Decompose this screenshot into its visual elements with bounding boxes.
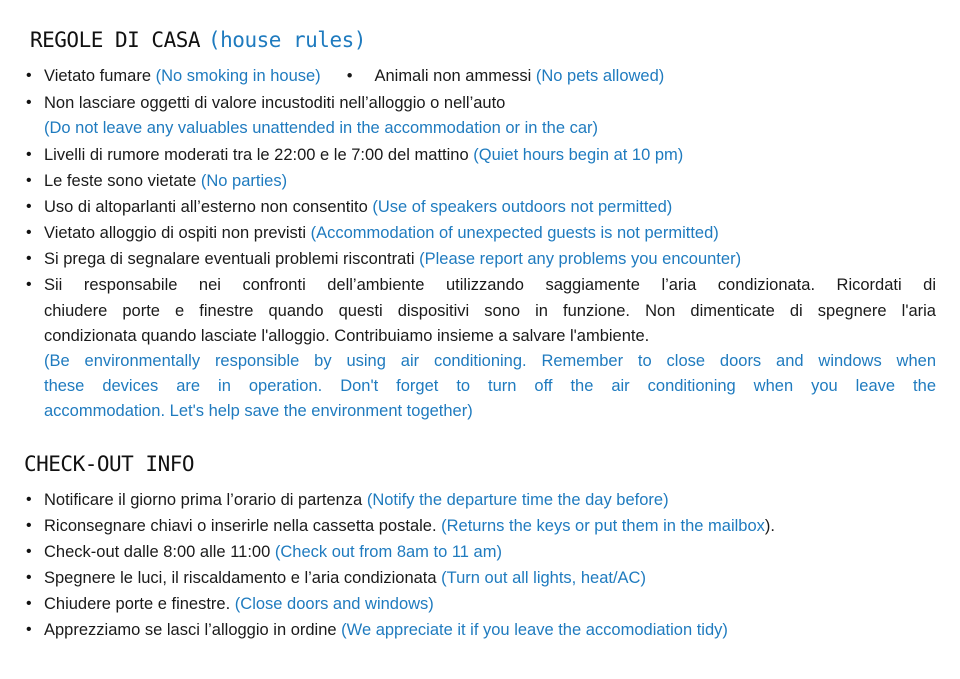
checkout-text-it: Apprezziamo se lasci l’alloggio in ordine	[44, 621, 337, 639]
rule-text-en: (Please report any problems you encounter)	[419, 250, 742, 268]
rule-text-it: Si prega di segnalare eventuali problemi riscontrati	[44, 250, 415, 268]
house-rules-heading	[30, 28, 366, 52]
rule-item-speakers	[44, 197, 672, 217]
checkout-item	[44, 542, 502, 562]
inline-bullet-icon: •	[346, 67, 353, 85]
rule-item-valuables-en: (Do not leave any valuables unattended in the accommodation or in the car)	[44, 119, 598, 137]
checkout-item	[44, 490, 669, 510]
rule-item-environment-it-3: condizionata quando lasciate l'alloggio. Contribuiamo insieme a salvare l'ambiente.	[44, 327, 650, 345]
rule-item-quiet-hours	[44, 145, 683, 165]
rule-text-en: (Use of speakers outdoors not permitted)	[372, 198, 673, 216]
rule-text-it: Non lasciare oggetti di valore incustoditi nell’alloggio o nell’auto	[44, 94, 506, 112]
rule-item-parties	[44, 171, 287, 191]
house-rules-title-en: (house rules)	[208, 28, 366, 52]
rule-item-environment-it-1: • Sii responsabile nei confronti dell’ambiente utilizzando saggiamente l’aria condizionata. Ricordati di	[44, 275, 936, 295]
rule-text-en: (No parties)	[200, 172, 288, 190]
rule-item-valuables	[44, 93, 505, 113]
checkout-heading: CHECK-OUT INFO	[24, 452, 195, 476]
checkout-text-it: Check-out dalle 8:00 alle 11:00	[44, 543, 271, 561]
checkout-text-it: Notificare il giorno prima l’orario di partenza	[44, 491, 363, 509]
checkout-text-en: (Check out from 8am to 11 am)	[274, 543, 502, 561]
rule-item-smoking-pets	[44, 66, 664, 86]
checkout-text-en: (We appreciate it if you leave the accomodiation tidy)	[341, 621, 728, 639]
checkout-text-tail: ).	[764, 517, 775, 535]
checkout-text-it: Chiudere porte e finestre.	[44, 595, 231, 613]
checkout-text-it: Riconsegnare chiavi o inserirle nella cassetta postale.	[44, 517, 437, 535]
rule-text-en: (Accommodation of unexpected guests is not permitted)	[310, 224, 719, 242]
rule-text-it: Vietato fumare	[44, 67, 152, 85]
checkout-text-en: (Turn out all lights, heat/AC)	[441, 569, 646, 587]
rule-text-en: (No smoking in house)	[155, 67, 321, 85]
rule-text-it: Animali non ammessi	[374, 67, 532, 85]
checkout-text-en: (Close doors and windows)	[234, 595, 434, 613]
rule-item-environment-en-2: these devices are in operation. Don't forget to turn off the air conditioning when you leave the	[44, 377, 936, 395]
rule-text-it: Livelli di rumore moderati tra le 22:00 e le 7:00 del mattino	[44, 146, 469, 164]
rule-text-en: (Quiet hours begin at 10 pm)	[473, 146, 684, 164]
checkout-item	[44, 594, 434, 614]
checkout-item	[44, 568, 646, 588]
rule-item-environment-en-1: (Be environmentally responsible by using air conditioning. Remember to close doors and windows when	[44, 352, 936, 370]
checkout-text-en: (Notify the departure time the day before)	[366, 491, 669, 509]
rule-text-it: Vietato alloggio di ospiti non previsti	[44, 224, 307, 242]
checkout-text-it: Spegnere le luci, il riscaldamento e l’aria condizionata	[44, 569, 437, 587]
rule-item-guests	[44, 223, 719, 243]
rule-item-report	[44, 249, 741, 269]
rule-text-it: Uso di altoparlanti all’esterno non consentito	[44, 198, 368, 216]
rule-item-environment-en-3: accommodation. Let's help save the environment together)	[44, 402, 473, 420]
checkout-text-en: (Returns the keys or put them in the mailbox	[441, 517, 765, 535]
house-rules-title-it: REGOLE DI CASA	[30, 28, 201, 52]
rule-text-it: Le feste sono vietate	[44, 172, 197, 190]
checkout-item	[44, 516, 775, 536]
rule-text-en: (No pets allowed)	[535, 67, 665, 85]
checkout-item	[44, 620, 728, 640]
rule-item-environment-it-2: chiudere porte e finestre quando questi dispositivi sono in funzione. Non dimenticate di spegnere l'aria	[44, 302, 936, 320]
